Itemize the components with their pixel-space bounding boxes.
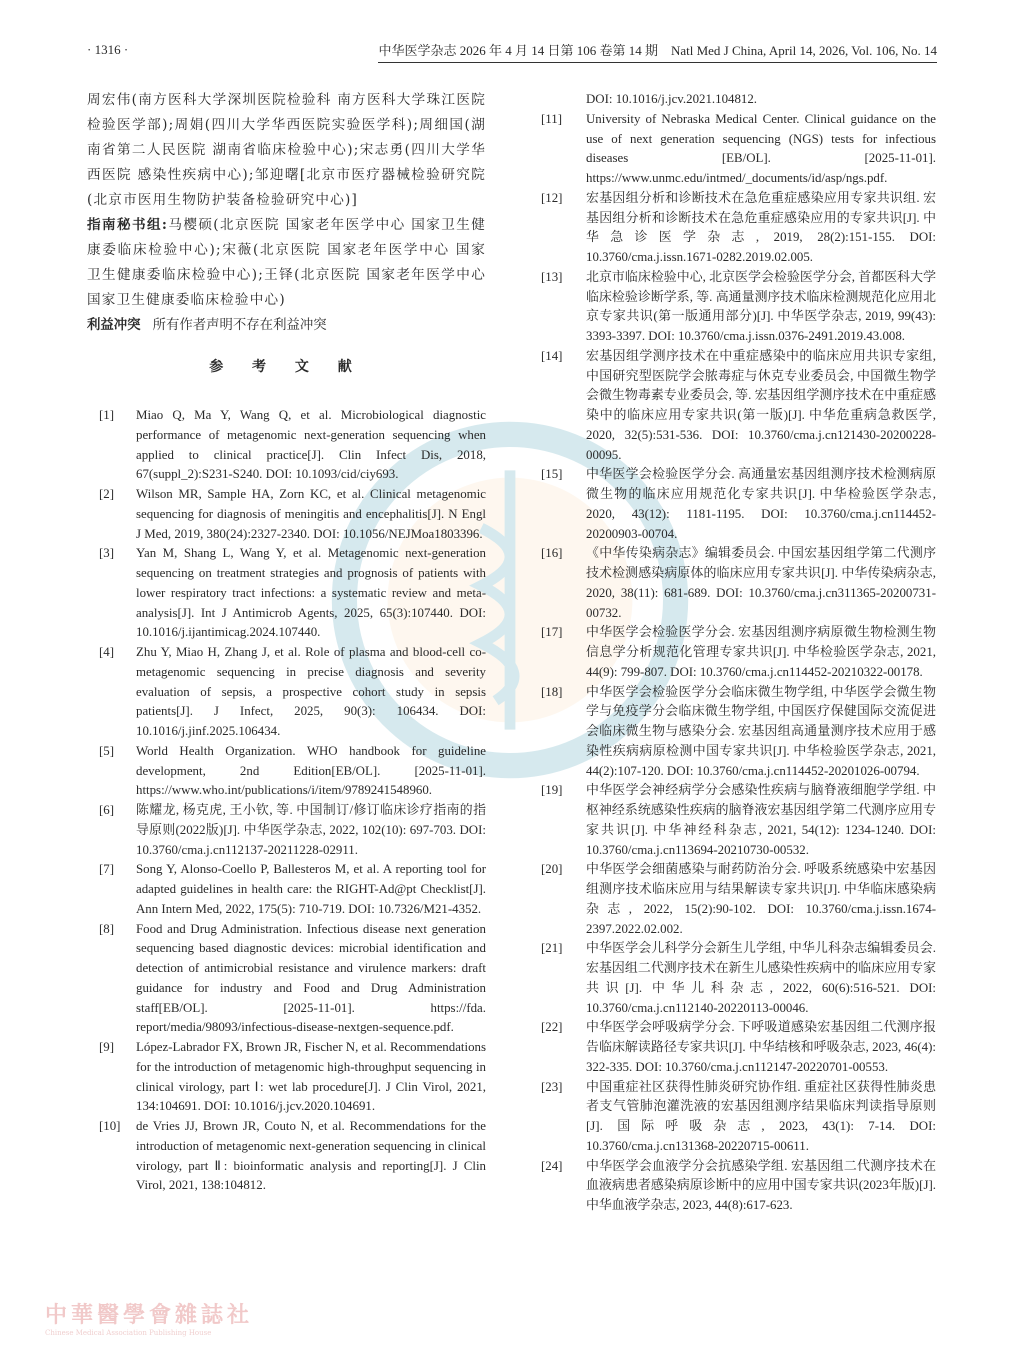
running-title: 中华医学杂志 2026 年 4 月 14 日第 106 卷第 14 期 Natl Med J China, April 14, 2026, Vol. 106, No. 14 — [378, 40, 937, 63]
reference-text: 北京市临床检验中心, 北京医学会检验医学分会, 首都医科大学临床检验诊断学系, 等. 高通量测序技术临床检测规范化应用北京专家共识(第一版通用部分)[J]. 中华医学杂志, 2019, 99(43): 3393-3397. DOI: 10.3760/cma.j.issn.0376-2491.2019.43.008. — [586, 269, 936, 343]
reference-item — [541, 1157, 936, 1216]
reference-item — [541, 189, 936, 268]
reference-text: 中华医学会血液学分会抗感染学组. 宏基因组二代测序技术在血液病患者感染病原诊断中的应用中国专家共识(2023年版)[J]. 中华血液学杂志, 2023, 44(8):617-623. — [586, 1158, 936, 1212]
reference-number: [1] — [99, 408, 115, 422]
reference-text: Song Y, Alonso-Coello P, Ballesteros M, et al. A reporting tool for adapted guidelines in health care: the RIGHT-Ad@pt Checklist[J]. Ann Intern Med, 2022, 175(5): 710-719. DOI: 10.7326/M21-4352. — [136, 862, 486, 916]
reference-item — [87, 406, 486, 485]
reference-text: Miao Q, Ma Y, Wang Q, et al. Microbiological diagnostic performance of metagenomic next-generation sequencing when applied to clinical practice[J]. Clin Infect Dis, 2018, 67(suppl_2):S231-S240. DOI: 10.1093/cid/ciy693. — [136, 408, 486, 482]
reference-text: Zhu Y, Miao H, Zhang J, et al. Role of plasma and blood-cell co-metagenomic sequencing in precise diagnosis and severity evaluation of sepsis, a prospective cohort study in sepsis patients[J]. J Infect, 2025, 90(3): 106434. DOI: 10.1016/j.jinf.2025.106434. — [136, 645, 486, 738]
reference-item — [87, 544, 486, 643]
reference-item — [541, 268, 936, 347]
reference-item — [541, 939, 936, 1018]
reference-text: 中华医学会呼吸病学分会. 下呼吸道感染宏基因组二代测序报告临床解读路径专家共识[J]. 中华结核和呼吸杂志, 2023, 46(4): 322-335. DOI: 10.3760/cma.j.cn112147-20220701-00553. — [586, 1020, 936, 1074]
reference-number: [3] — [99, 546, 115, 561]
reference-number: [4] — [99, 645, 115, 659]
reference-10-continuation: DOI: 10.1016/j.jcv.2021.104812. — [586, 92, 758, 106]
reference-text: 中华医学会检验医学分会. 高通量宏基因组测序技术检测病原微生物的临床应用规范化专家共识[J]. 中华检验医学杂志, 2020, 43(12): 1181-1195. DOI: 10.3760/cma.j.cn114452-20200903-00704. — [586, 467, 936, 541]
reference-number: [2] — [99, 487, 115, 501]
reference-number: [6] — [99, 803, 115, 817]
secretariat — [87, 213, 486, 313]
reference-text: Wilson MR, Sample HA, Zorn KC, et al. Clinical metagenomic sequencing for diagnosis of meningitis and encephalitis[J]. N Engl J Med, 2019, 380(24):2327-2340. DOI: 10.1056/NEJMoa1803396. — [136, 487, 486, 541]
reference-item — [541, 465, 936, 544]
reference-text: 中华医学会儿科学分会新生儿学组, 中华儿科杂志编辑委员会. 宏基因组二代测序技术在新生儿感染性疾病中的临床应用专家共识[J]. 中华儿科杂志, 2022, 60(6):516-521. DOI: 10.3760/cma.j.cn112140-20220113-00046. — [586, 941, 936, 1015]
reference-number: [5] — [99, 743, 115, 758]
reference-list-left — [87, 406, 486, 1196]
reference-number: [19] — [541, 783, 563, 798]
reference-text: 陈耀龙, 杨克虎, 王小钦, 等. 中国制订/修订临床诊疗指南的指导原则(2022版)[J]. 中华医学杂志, 2022, 102(10): 697-703. DOI: 10.3760/cma.j.cn112137-20211228-02911. — [136, 803, 486, 857]
reference-number: [9] — [99, 1040, 115, 1054]
reference-text: 宏基因组学测序技术在中重症感染中的临床应用共识专家组, 中国研究型医院学会脓毒症与休克专业委员会, 中国微生物学会微生物毒素专业委员会, 等. 宏基因组学测序技术在中重症感染中的临床应用专家共识(第一版)[J]. 中华危重病急救医学, 2020, 32(5):531-536. DOI: 10.3760/cma.j.cn121430-20200228-00095. — [586, 348, 936, 462]
reference-number: [8] — [99, 921, 115, 936]
coi-text: 所有作者声明不存在利益冲突 — [152, 318, 327, 333]
reference-number: [13] — [541, 269, 563, 284]
reference-number: [7] — [99, 862, 115, 877]
reference-item — [541, 347, 936, 466]
reference-item — [541, 860, 936, 939]
publisher-watermark-en: Chinese Medical Association Publishing House — [45, 1329, 212, 1337]
coi-label: 利益冲突 — [87, 317, 141, 333]
reference-item — [87, 801, 486, 860]
reference-text: 中华医学会检验医学分会. 宏基因组测序病原微生物检测生物信息学分析规范化管理专家共识[J]. 中华检验医学杂志, 2021, 44(9): 799-807. DOI: 10.3760/cma.j.cn114452-20210322-00178. — [586, 625, 936, 679]
reference-item — [87, 1038, 486, 1117]
reference-item — [87, 742, 486, 801]
reference-item — [87, 485, 486, 544]
authors-affiliations: 周宏伟(南方医科大学深圳医院检验科 南方医科大学珠江医院检验医学部);周娟(四川大学华西医院实验医学科);周细国(湖南省第二人民医院 湖南省临床检验中心);宋志勇(四川大学华西医院 感染性疾病中心);邹迎曙[北京市医疗器械检验研究院(北京市医用生物防护装备检验研究中心)] — [87, 92, 486, 208]
reference-text: 《中华传染病杂志》编辑委员会. 中国宏基因组学第二代测序技术检测感染病原体的临床应用专家共识[J]. 中华传染病杂志, 2020, 38(11): 681-689. DOI: 10.3760/cma.j.cn311365-20200731-00732. — [586, 546, 936, 620]
reference-text: 中国重症社区获得性肺炎研究协作组. 重症社区获得性肺炎患者支气管肺泡灌洗液的宏基因组测序结果临床判读指导原则[J]. 国际呼吸杂志, 2023, 43(1): 7-14. DOI: 10.3760/cma.j.cn131368-20220715-00611. — [586, 1079, 936, 1153]
reference-number: [20] — [541, 862, 563, 877]
reference-number: [11] — [541, 111, 562, 126]
reference-number: [16] — [541, 546, 563, 561]
right-column — [541, 90, 936, 1216]
reference-text: Yan M, Shang L, Wang Y, et al. Metagenomic next-generation sequencing on treatment strategies and prognosis of patients with lower respiratory tract infections: a systematic review and meta-analysis[J]. Int J Antimicrob Agents, 2025, 65(3):107440. DOI: 10.1016/j.ijantimicag.2024.107440. — [136, 546, 486, 640]
reference-item — [87, 643, 486, 742]
reference-number: [18] — [541, 684, 563, 699]
page-header — [87, 40, 937, 62]
reference-text: López-Labrador FX, Brown JR, Fischer N, et al. Recommendations for the introduction of metagenomic high-throughput sequencing in clinical virology, part Ⅰ: wet lab procedure[J]. J Clin Virol, 2021, 134:104691. DOI: 10.1016/j.jcv.2020.104691. — [136, 1040, 486, 1114]
reference-item — [541, 1018, 936, 1077]
reference-text: 宏基因组分析和诊断技术在急危重症感染应用专家共识组. 宏基因组分析和诊断技术在急危重症感染应用的专家共识[J]. 中华急诊医学杂志, 2019, 28(2):151-155. DOI: 10.3760/cma.j.issn.1671-0282.2019.02.005. — [586, 190, 936, 264]
page-number: · 1316 · — [87, 42, 129, 57]
reference-number: [10] — [99, 1119, 121, 1133]
reference-number: [15] — [541, 467, 563, 482]
reference-text: 中华医学会细菌感染与耐药防治分会. 呼吸系统感染中宏基因组测序技术临床应用与结果解读专家共识[J]. 中华临床感染病杂志, 2022, 15(2):90-102. DOI: 10.3760/cma.j.issn.1674-2397.2022.02.002. — [586, 862, 936, 936]
reference-text: Food and Drug Administration. Infectious disease next generation sequencing based diagnostic devices: microbial identification and detection of antimicrobial resistance and virulence markers: draft guidance for industry and Food and Drug Administration staff[EB/OL]. [2025-11-01]. https://fda. report/media/98093/infectious-disease-nextgen-sequence.pdf. — [136, 921, 486, 1035]
reference-text: World Health Organization. WHO handbook for guideline development, 2nd Edition[EB/OL]. [2025-11-01]. https://www.who.int/publications/i/item/9789241548960. — [136, 743, 486, 798]
reference-item — [541, 623, 936, 682]
reference-item — [541, 683, 936, 782]
reference-number: [21] — [541, 941, 563, 956]
left-column — [87, 88, 486, 1196]
reference-item — [541, 544, 936, 623]
reference-item — [541, 781, 936, 860]
reference-text: de Vries JJ, Brown JR, Couto N, et al. Recommendations for the introduction of metagenomic next-generation sequencing in clinical virology, part Ⅱ: bioinformatic analysis and reporting[J]. J Clin Virol, 2021, 138:104812. — [136, 1119, 486, 1193]
reference-number: [23] — [541, 1079, 563, 1094]
reference-item — [87, 860, 486, 919]
references-heading: 参 考 文 献 — [209, 359, 364, 375]
reference-text: 中华医学会检验医学分会临床微生物学组, 中华医学会微生物学与免疫学分会临床微生物学组, 中国医疗保健国际交流促进会临床微生物与感染分会. 宏基因组高通量测序技术应用于感染性疾病病原检测中国专家共识[J]. 中华检验医学杂志, 2021, 44(2):107-120. DOI: 10.3760/cma.j.cn114452-20201026-00794. — [586, 684, 936, 778]
reference-item — [87, 920, 486, 1039]
reference-number: [24] — [541, 1158, 563, 1173]
secretariat-text: 马樱硕(北京医院 国家老年医学中心 国家卫生健康委临床检验中心);宋薇(北京医院 国家老年医学中心 国家卫生健康委临床检验中心);王铎(北京医院 国家老年医学中心 国家卫生健康委临床检验中心) — [87, 217, 487, 308]
publisher-watermark — [45, 1298, 253, 1337]
reference-number: [17] — [541, 625, 563, 640]
reference-number: [14] — [541, 348, 563, 363]
reference-item — [87, 1117, 486, 1196]
reference-item — [541, 1078, 936, 1157]
reference-text: 中华医学会神经病学分会感染性疾病与脑脊液细胞学学组. 中枢神经系统感染性疾病的脑脊液宏基因组学第二代测序应用专家共识[J]. 中华神经科杂志, 2021, 54(12): 1234-1240. DOI: 10.3760/cma.j.cn113694-20210730-00532. — [586, 783, 936, 857]
conflict-of-interest — [87, 313, 486, 338]
reference-item — [541, 110, 936, 189]
reference-number: [22] — [541, 1020, 563, 1035]
reference-list-right — [541, 110, 936, 1216]
publisher-watermark-text: 中華醫學會雜誌社 — [45, 1302, 254, 1328]
reference-text: University of Nebraska Medical Center. Clinical guidance on the use of next generation sequencing (NGS) tests for infectious diseases [EB/OL]. [2025-11-01]. https://www.unmc.edu/intmed/_documents/id/asp/ngs.pdf. — [586, 111, 936, 185]
secretariat-label: 指南秘书组: — [87, 217, 169, 233]
reference-number: [12] — [541, 190, 563, 205]
